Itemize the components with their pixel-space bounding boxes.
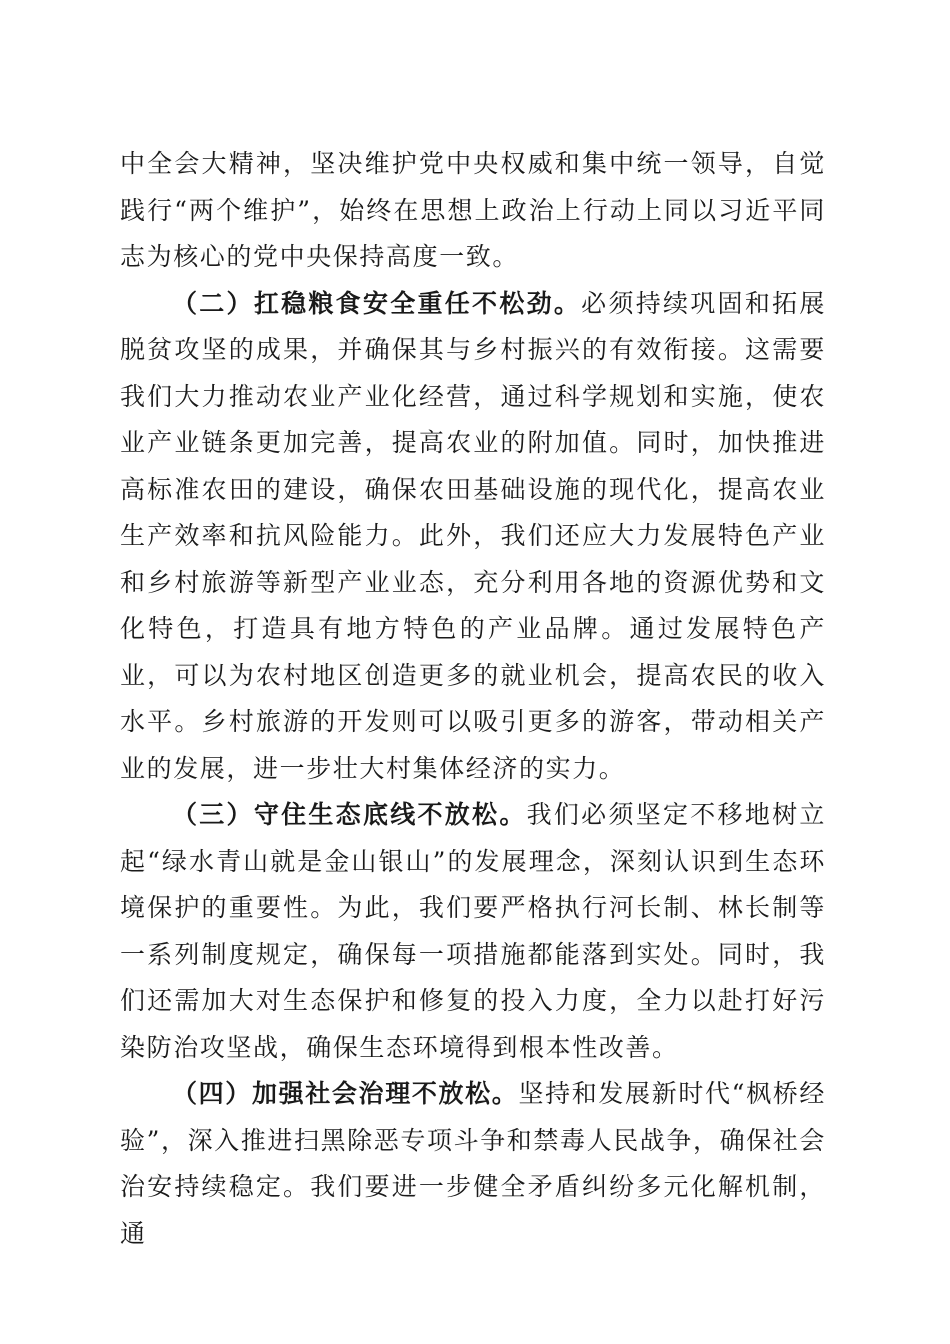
paragraph-text: 中全会大精神，坚决维护党中央权威和集中统一领导，自觉践行“两个维护”，始终在思想上政治上行动上同以习近平同志为核心的党中央保持高度一致。 [120,149,826,271]
paragraph-text: 必须持续巩固和拓展脱贫攻坚的成果，并确保其与乡村振兴的有效衔接。这需要我们大力推动农业产业化经营，通过科学规划和实施，使农业产业链条更加完善，提高农业的附加值。同时，加快推进高标准农田的建设，确保农田基础设施的现代化，提高农业生产效率和抗风险能力。此外，我们还应大力发展特色产业和乡村旅游等新型产业业态，充分利用各地的资源优势和文化特色，打造具有地方特色的产业品牌。通过发展特色产业，可以为农村地区创造更多的就业机会，提高农民的收入水平。乡村旅游的开发则可以吸引更多的游客，带动相关产业的发展，进一步壮大村集体经济的实力。 [120,288,826,783]
paragraph-text: 我们必须坚定不移地树立起“绿水青山就是金山银山”的发展理念，深刻认识到生态环境保护的重要性。为此，我们要严格执行河长制、林长制等一系列制度规定，确保每一项措施都能落到实处。同时，我们还需加大对生态保护和修复的投入力度，全力以赴打好污染防治攻坚战，确保生态环境得到根本性改善。 [120,800,826,1062]
paragraph-text: 坚持和发展新时代“枫桥经验”，深入推进扫黑除恶专项斗争和禁毒人民战争，确保社会治安持续稳定。我们要进一步健全矛盾纠纷多元化解机制，通 [120,1079,826,1248]
paragraph-grain-security [120,281,826,793]
paragraph-social-governance [120,1071,826,1257]
paragraph-continuation [120,141,826,281]
paragraph-heading: （二）扛稳粮食安全重任不松劲。 [172,288,582,318]
document-body [120,141,826,1257]
paragraph-heading: （四）加强社会治理不放松。 [172,1079,519,1108]
paragraph-ecology [120,792,826,1071]
paragraph-heading: （三）守住生态底线不放松。 [172,800,527,829]
